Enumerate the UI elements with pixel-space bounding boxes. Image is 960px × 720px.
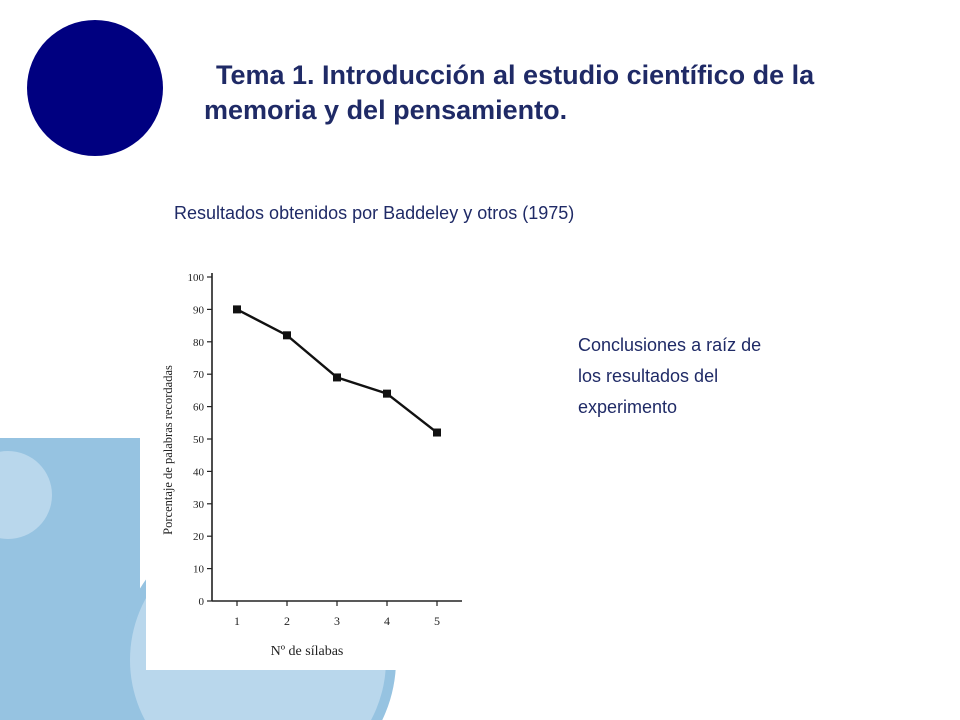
data-point-marker <box>433 429 441 437</box>
data-point-marker <box>383 390 391 398</box>
y-tick-label: 10 <box>193 563 204 576</box>
chart-series <box>233 305 441 436</box>
conclusion-line-3: experimento <box>578 397 678 417</box>
slide-title-line1: Tema 1. Introducción al estudio científico de la <box>216 60 815 90</box>
x-tick-label: 3 <box>334 614 340 628</box>
y-tick-label: 40 <box>193 466 204 479</box>
y-tick-label: 50 <box>193 434 204 446</box>
conclusion-text <box>578 330 858 423</box>
y-tick-label: 90 <box>193 304 204 317</box>
navy-circle-decoration <box>27 20 163 156</box>
x-tick-label: 5 <box>434 614 440 628</box>
y-tick-label: 20 <box>193 531 204 544</box>
chart-caption: Resultados obtenidos por Baddeley y otros (1975) <box>174 203 575 223</box>
y-tick-label: 80 <box>193 336 204 349</box>
x-tick-label: 1 <box>234 614 240 628</box>
conclusion-line-1: Conclusiones a raíz de <box>578 335 762 355</box>
chart-ticks <box>188 272 441 628</box>
x-tick-label: 2 <box>284 614 290 628</box>
y-axis-label: Porcentaje de palabras recordadas <box>161 365 175 535</box>
line-chart <box>146 250 476 670</box>
y-tick-label: 60 <box>193 401 204 414</box>
data-point-marker <box>283 331 291 339</box>
y-tick-label: 0 <box>198 596 204 608</box>
y-tick-label: 30 <box>193 498 204 511</box>
y-tick-label: 70 <box>193 369 204 382</box>
slide-title-line2: memoria y del pensamiento. <box>204 95 568 125</box>
series-line <box>237 309 437 432</box>
x-tick-label: 4 <box>384 614 390 628</box>
data-point-marker <box>333 373 341 381</box>
data-point-marker <box>233 305 241 313</box>
y-tick-label: 100 <box>187 272 204 284</box>
conclusion-line-2: los resultados del <box>578 366 719 386</box>
x-axis-label: Nº de sílabas <box>270 644 344 659</box>
slide-title <box>204 58 904 128</box>
chart-svg <box>146 250 476 670</box>
chart-axes <box>212 273 462 601</box>
